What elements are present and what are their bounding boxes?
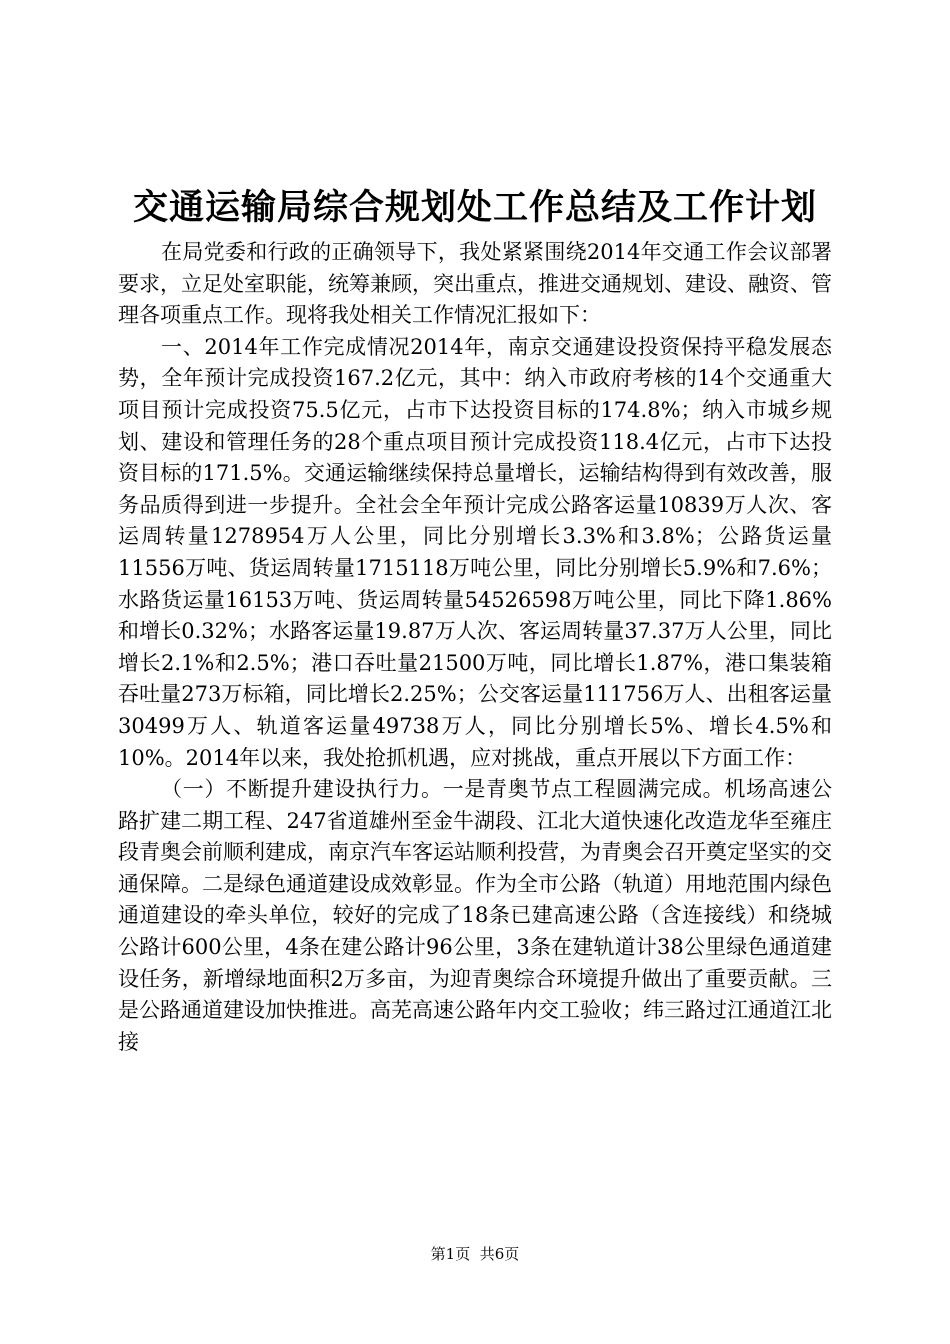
page-total: 共6页 <box>479 1245 520 1263</box>
paragraph-subsection-one: （一）不断提升建设执行力。一是青奥节点工程圆满完成。机场高速公路扩建二期工程、247省道雄州至金牛湖段、江北大道快速化改造龙华至雍庄段青奥会前顺利建成，南京汽车客运站顺利投营，为青奥会召开奠定坚实的交通保障。二是绿色通道建设成效彰显。作为全市公路（轨道）用地范围内绿色通道建设的牵头单位，较好的完成了18条已建高速公路（含连接线）和绕城公路计600公里，4条在建公路计96公里，3条在建轨道计38公里绿色通道建设任务，新增绿地面积2万多亩，为迎青奥综合环境提升做出了重要贡献。三是公路通道建设加快推进。高芜高速公路年内交工验收；纬三路过江通道江北接 <box>118 777 832 1054</box>
paragraph-section-one: 一、2014年工作完成情况2014年，南京交通建设投资保持平稳发展态势，全年预计完成投资167.2亿元，其中：纳入市政府考核的14个交通重大项目预计完成投资75.5亿元，占市下达投资目标的174.8%；纳入市城乡规划、建设和管理任务的28个重点项目预计完成投资118.4亿元，占市下达投资目标的171.5%。交通运输继续保持总量增长，运输结构得到有效改善，服务品质得到进一步提升。全社会全年预计完成公路客运量10839万人次、客运周转量1278954万人公里，同比分别增长3.3%和3.8%；公路货运量11556万吨、货运周转量1715118万吨公里，同比分别增长5.9%和7.6%；水路货运量16153万吨、货运周转量54526598万吨公里，同比下降1.86%和增长0.32%；水路客运量19.87万人次、客运周转量37.37万人公里，同比增长2.1%和2.5%；港口吞吐量21500万吨，同比增长1.87%，港口集装箱吞吐量273万标箱，同比增长2.25%；公交客运量111756万人、出租客运量30499万人、轨道客运量49738万人，同比分别增长5%、增长4.5%和10%。2014年以来，我处抢抓机遇，应对挑战，重点开展以下方面工作： <box>118 334 832 770</box>
document-title: 交通运输局综合规划处工作总结及工作计划 <box>132 188 817 228</box>
document-body <box>118 237 832 1058</box>
page-footer <box>0 1243 950 1265</box>
paragraph-intro: 在局党委和行政的正确领导下，我处紧紧围绕2014年交通工作会议部署要求，立足处室职能，统筹兼顾，突出重点，推进交通规划、建设、融资、管理各项重点工作。现将我处相关工作情况汇报如下： <box>118 240 832 328</box>
page-number: 第1页 <box>430 1245 471 1263</box>
